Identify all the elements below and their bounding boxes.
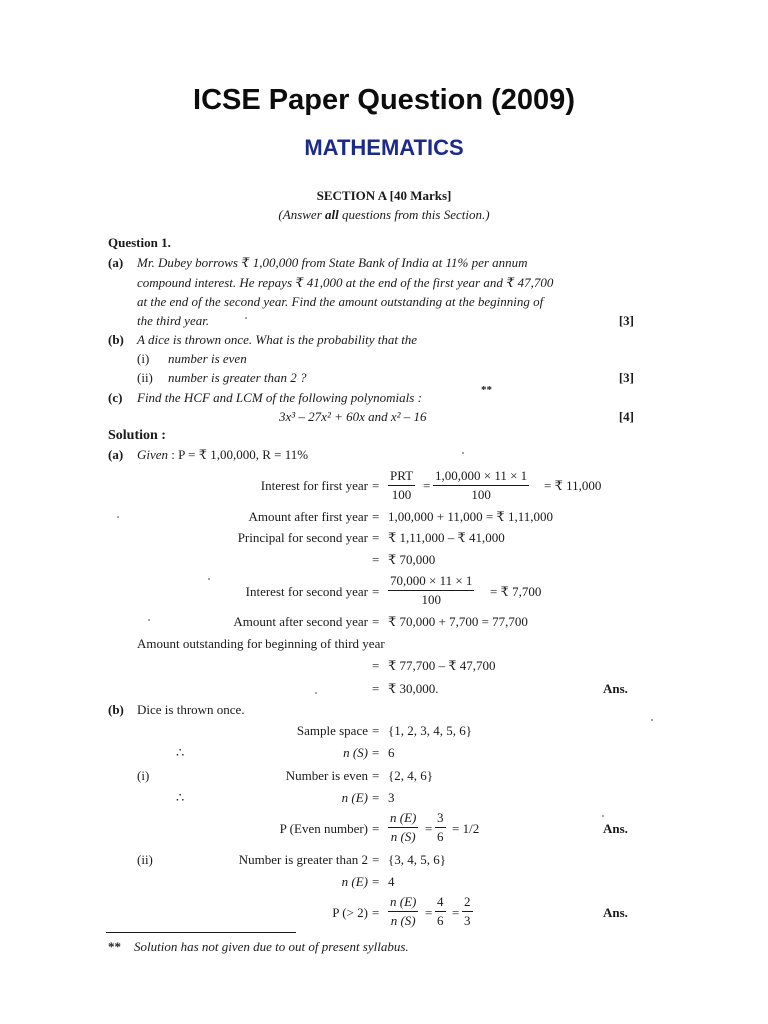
scan-speck [462,452,464,454]
polynomial-expression: 3x³ – 27x² + 60x and x² – 16 [279,409,427,424]
scan-speck [602,815,604,817]
fraction-two-three: $\frac{2}{3}$ [464,894,471,928]
subpart-text: number is greater than 2 ? [168,370,307,385]
dice-intro: Dice is thrown once. [137,702,245,717]
principal-second-year-label: Principal for second year [237,530,368,545]
equals-sign: = [372,874,380,889]
equals-sign: = [372,905,380,920]
principal-second-year-value: ₹ 1,11,000 – ₹ 41,000 [388,530,505,545]
fraction-ne-ns: $\frac{n (E)}{n (S)}$ [390,894,417,928]
amount-second-year-label: Amount after second year [233,614,368,629]
equals-sign: = [372,509,380,524]
ne-value: 3 [388,790,395,805]
given-line: Given : P = ₹ 1,00,000, R = 11% [137,447,309,462]
question-part-a-line: the third year. [137,313,210,328]
answer-marker: Ans. [603,681,628,696]
footnote-marker: ** [481,384,492,396]
equals-sign: = [372,852,380,867]
outstanding-value: ₹ 77,700 – ₹ 47,700 [388,658,496,673]
section-instruction: (Answer all questions from this Section.) [278,207,490,222]
outstanding-result: ₹ 30,000. [388,681,439,696]
equals-sign: = [372,768,380,783]
amount-first-year-value: 1,00,000 + 11,000 = ₹ 1,11,000 [388,509,553,524]
solution-heading: Solution : [108,428,166,443]
subpart-label: (ii) [137,370,153,385]
greater-than-two-value: {3, 4, 5, 6} [388,852,446,867]
equals-sign: = [372,723,380,738]
scan-speck [148,619,150,621]
amount-first-year-label: Amount after first year [248,509,368,524]
question-part-a-line: Mr. Dubey borrows ₹ 1,00,000 from State Bank of India at 11% per annum [137,255,528,270]
equals-sign: = [425,821,433,836]
equals-sign: = [372,614,380,629]
interest-first-year-label: Interest for first year [260,478,368,493]
scan-speck [117,516,119,518]
footnote-divider [106,932,296,933]
question-part-a-label: (a) [108,255,124,270]
even-value: {2, 4, 6} [388,768,433,783]
therefore-symbol: ∴ [176,790,185,805]
question-heading: Question 1. [108,235,171,250]
ne-label: n (E) [341,790,368,805]
subpart-label: (ii) [137,852,153,867]
question-part-b-label: (b) [108,332,124,347]
ns-value: 6 [388,745,395,760]
marks-badge: [3] [618,370,634,385]
subpart-text: number is even [168,351,247,366]
question-part-b-line: A dice is thrown once. What is the probability that the [137,332,418,347]
fraction-prt: PRT 100 [390,468,414,502]
fraction-interest-second: $\frac{70,000 \times 11 \times 1}{100}$ [390,573,473,607]
ne-label: n (E) [341,874,368,889]
equals-sign: = [372,821,380,836]
section-heading: SECTION A [40 Marks] [316,188,452,203]
interest-second-year-label: Interest for second year [245,584,368,599]
equals-sign: = [423,478,431,493]
therefore-symbol: ∴ [176,745,185,760]
question-part-c-label: (c) [108,390,123,405]
equals-sign: = [372,681,380,696]
equals-sign: = [372,584,380,599]
footnote-marker: ** [108,939,121,954]
subpart-label: (i) [137,351,150,366]
p-even-result: = 1/2 [452,821,480,836]
p-even-label: P (Even number) [279,821,368,836]
principal-second-year-result: ₹ 70,000 [388,552,436,567]
marks-badge: [4] [618,409,634,424]
equals-sign: = [452,905,460,920]
subpart-label: (i) [137,768,150,783]
amount-second-year-value: ₹ 70,000 + 7,700 = 77,700 [388,614,528,629]
ne-value: 4 [388,874,395,889]
equals-sign: = [372,478,380,493]
question-part-a-line: compound interest. He repays ₹ 41,000 at the end of the first year and ₹ 47,700 [137,275,554,290]
interest-second-year-result: = ₹ 7,700 [490,584,542,599]
sample-space-value: {1, 2, 3, 4, 5, 6} [388,723,472,738]
greater-than-two-label: Number is greater than 2 [238,852,368,867]
ns-label: n (S) [343,745,368,760]
scan-speck [315,692,317,694]
fraction-ne-ns: $\frac{n (E)}{n (S)}$ [390,810,417,844]
page-title: ICSE Paper Question (2009) [193,84,575,116]
equals-sign: = [372,745,380,760]
fraction-interest-first: $\frac{1,00,000 \times 11 \times 1}{100}$ [435,468,528,502]
fraction-four-six: $\frac{4}{6}$ [437,894,444,928]
equals-sign: = [372,658,380,673]
scan-speck [245,317,247,319]
interest-first-year-result: = ₹ 11,000 [544,478,602,493]
subject-heading: MATHEMATICS [304,135,464,160]
question-part-a-line: at the end of the second year. Find the amount outstanding at the beginning of [137,294,544,309]
equals-sign: = [372,552,380,567]
even-label: Number is even [285,768,368,783]
outstanding-label: Amount outstanding for beginning of third year [137,636,385,651]
footnote-text: Solution has not given due to out of present syllabus. [134,939,409,954]
solution-part-a-label: (a) [108,447,124,462]
scan-speck [651,719,653,721]
equals-sign: = [425,905,433,920]
answer-marker: Ans. [603,821,628,836]
equals-sign: = [372,530,380,545]
answer-marker: Ans. [603,905,628,920]
p-greater-two-label: P (> 2) [332,905,368,920]
solution-part-b-label: (b) [108,702,124,717]
equals-sign: = [372,790,380,805]
scan-speck [208,578,210,580]
question-part-c-line: Find the HCF and LCM of the following polynomials : [137,390,422,405]
sample-space-label: Sample space [296,723,368,738]
marks-badge: [3] [618,313,634,328]
fraction-three-six: $\frac{3}{6}$ [437,810,444,844]
